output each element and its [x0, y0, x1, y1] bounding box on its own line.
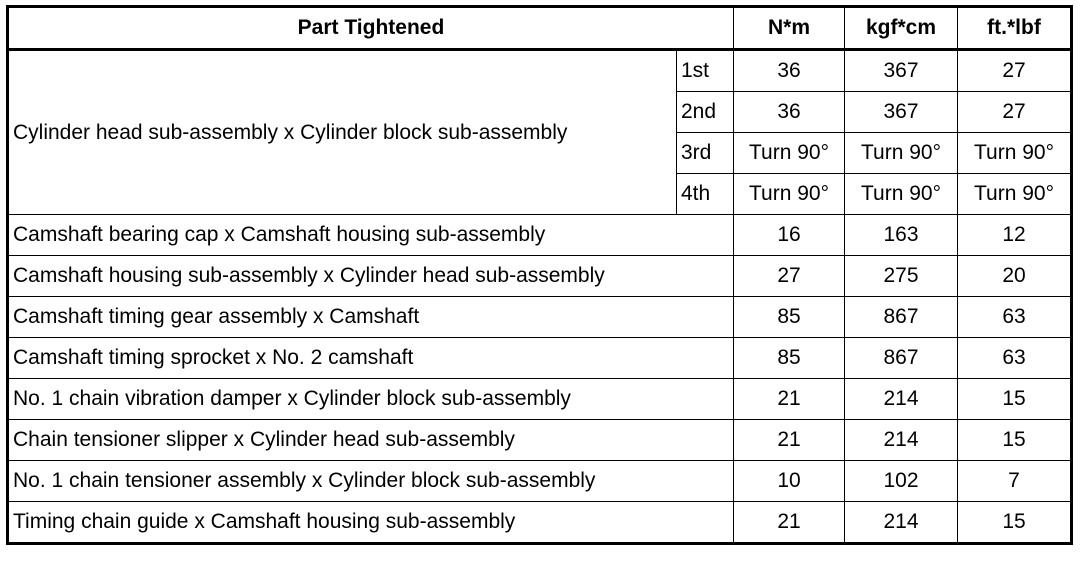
kgfcm-value: 867 [845, 297, 958, 338]
nm-value: 10 [734, 461, 845, 502]
header-kgfcm: kgf*cm [845, 7, 958, 50]
nm-value: 85 [734, 338, 845, 379]
kgfcm-value: 214 [845, 420, 958, 461]
torque-spec-table-container [6, 5, 1073, 545]
ftlbf-value: 63 [958, 297, 1072, 338]
table-row [8, 297, 1072, 338]
part-cell: No. 1 chain tensioner assembly x Cylinder block sub-assembly [8, 461, 734, 502]
kgfcm-value: 214 [845, 502, 958, 544]
nm-value: 36 [734, 50, 845, 92]
header-row [8, 7, 1072, 50]
part-cell: Camshaft timing sprocket x No. 2 camshaft [8, 338, 734, 379]
part-cell: Timing chain guide x Camshaft housing sub-assembly [8, 502, 734, 544]
ftlbf-value: 15 [958, 379, 1072, 420]
ftlbf-value: 12 [958, 215, 1072, 256]
table-row [8, 461, 1072, 502]
nm-value: Turn 90° [734, 174, 845, 215]
step-label: 1st [677, 50, 734, 92]
ftlbf-value: 27 [958, 50, 1072, 92]
kgfcm-value: 102 [845, 461, 958, 502]
table-row [8, 502, 1072, 544]
part-cell: Camshaft bearing cap x Camshaft housing sub-assembly [8, 215, 734, 256]
header-part-tightened: Part Tightened [8, 7, 734, 50]
kgfcm-value: 367 [845, 92, 958, 133]
nm-value: 16 [734, 215, 845, 256]
multi-step-part-cell: Cylinder head sub-assembly x Cylinder block sub-assembly [8, 50, 677, 215]
table-row [8, 215, 1072, 256]
part-cell: Camshaft timing gear assembly x Camshaft [8, 297, 734, 338]
kgfcm-value: Turn 90° [845, 174, 958, 215]
step-label: 2nd [677, 92, 734, 133]
ftlbf-value: 15 [958, 420, 1072, 461]
ftlbf-value: 15 [958, 502, 1072, 544]
nm-value: 27 [734, 256, 845, 297]
nm-value: 21 [734, 502, 845, 544]
part-cell: Chain tensioner slipper x Cylinder head sub-assembly [8, 420, 734, 461]
table-row [8, 338, 1072, 379]
kgfcm-value: 214 [845, 379, 958, 420]
nm-value: 21 [734, 379, 845, 420]
step-label: 3rd [677, 133, 734, 174]
table-row [8, 256, 1072, 297]
nm-value: 21 [734, 420, 845, 461]
table-row [8, 379, 1072, 420]
ftlbf-value: 7 [958, 461, 1072, 502]
ftlbf-value: Turn 90° [958, 174, 1072, 215]
kgfcm-value: 275 [845, 256, 958, 297]
nm-value: 36 [734, 92, 845, 133]
kgfcm-value: 867 [845, 338, 958, 379]
kgfcm-value: 367 [845, 50, 958, 92]
part-cell: Camshaft housing sub-assembly x Cylinder head sub-assembly [8, 256, 734, 297]
nm-value: 85 [734, 297, 845, 338]
nm-value: Turn 90° [734, 133, 845, 174]
ftlbf-value: 20 [958, 256, 1072, 297]
kgfcm-value: 163 [845, 215, 958, 256]
step-label: 4th [677, 174, 734, 215]
multi-step-row-1 [8, 50, 1072, 92]
ftlbf-value: 63 [958, 338, 1072, 379]
torque-spec-table [6, 5, 1073, 545]
header-nm: N*m [734, 7, 845, 50]
part-cell: No. 1 chain vibration damper x Cylinder block sub-assembly [8, 379, 734, 420]
ftlbf-value: 27 [958, 92, 1072, 133]
kgfcm-value: Turn 90° [845, 133, 958, 174]
ftlbf-value: Turn 90° [958, 133, 1072, 174]
header-ftlbf: ft.*lbf [958, 7, 1072, 50]
table-row [8, 420, 1072, 461]
